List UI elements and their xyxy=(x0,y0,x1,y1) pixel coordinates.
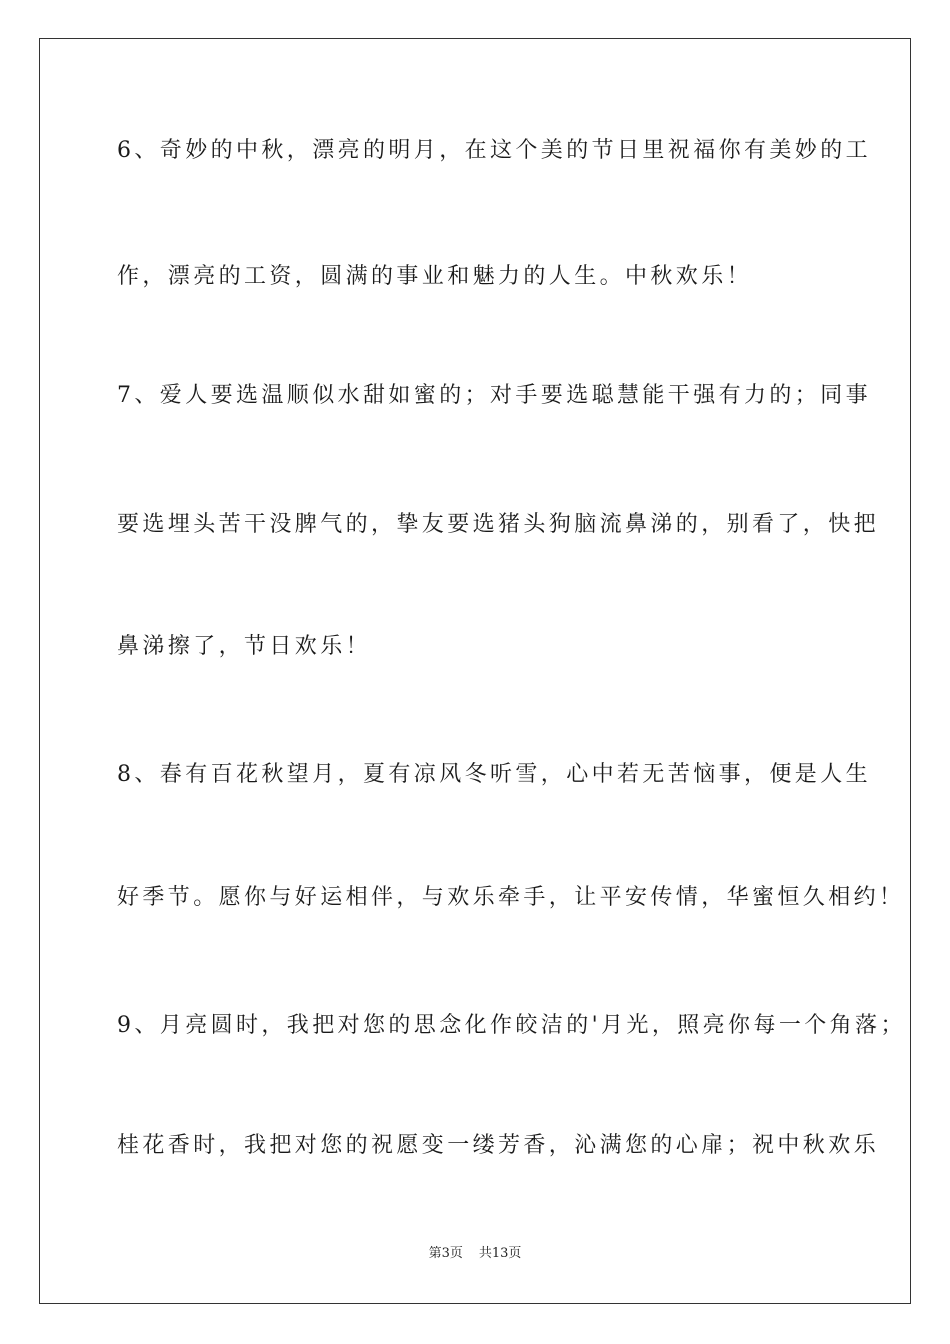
page-border xyxy=(39,38,911,1304)
text-line: 好季节。愿你与好运相伴，与欢乐牵手，让平安传情，华蜜恒久相约！ xyxy=(117,885,905,910)
page-total: 共13页 xyxy=(478,1246,522,1261)
text-line: 8、春有百花秋望月，夏有凉风冬听雪，心中若无苦恼事，便是人生 xyxy=(117,762,871,787)
page-footer xyxy=(0,1244,950,1264)
text-line: 要选埋头苦干没脾气的，挚友要选猪头狗脑流鼻涕的，别看了，快把 xyxy=(117,512,880,537)
text-line: 作，漂亮的工资，圆满的事业和魅力的人生。中秋欢乐！ xyxy=(117,264,753,289)
page-number: 第3页 xyxy=(428,1246,463,1261)
text-line: 9、月亮圆时，我把对您的思念化作皎洁的'月光，照亮你每一个角落； xyxy=(117,1013,906,1038)
text-line: 鼻涕擦了，节日欢乐！ xyxy=(117,634,372,659)
text-line: 桂花香时，我把对您的祝愿变一缕芳香，沁满您的心扉；祝中秋欢乐 xyxy=(117,1133,880,1158)
text-line: 6、奇妙的中秋，漂亮的明月，在这个美的节日里祝福你有美妙的工 xyxy=(117,138,871,163)
text-line: 7、爱人要选温顺似水甜如蜜的；对手要选聪慧能干强有力的；同事 xyxy=(117,383,871,408)
